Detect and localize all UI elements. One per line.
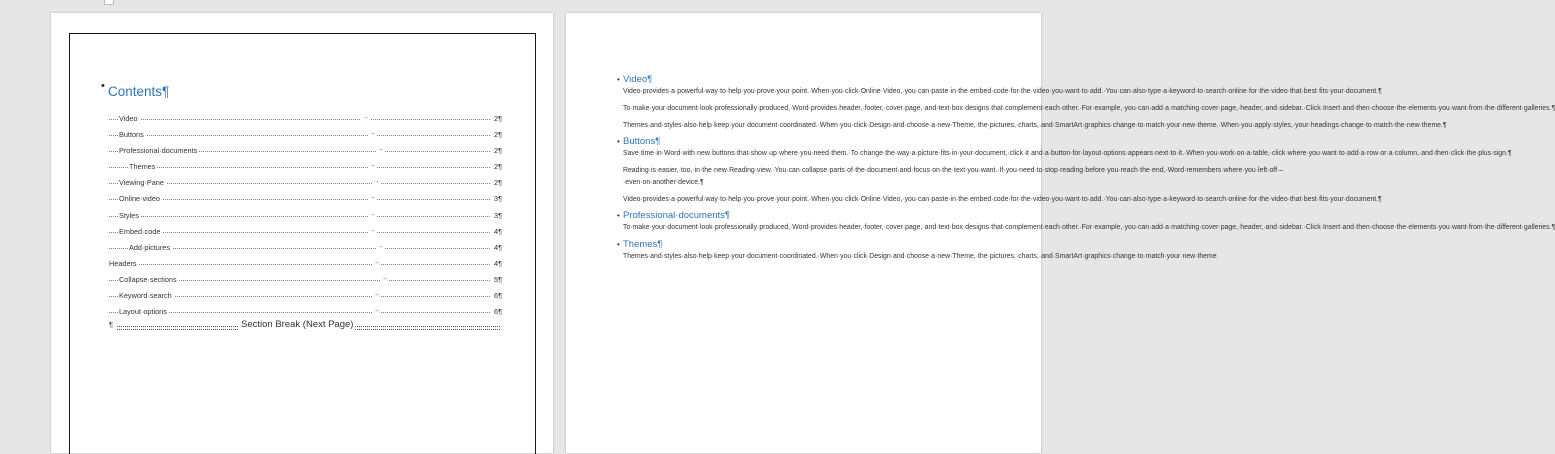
body-paragraph[interactable]: To·make·your·document·look·professionally·produced,·Word·provides·header,·footer,·cover·page,·and·text·box·designs·that·complement·each·other.·For·example,·you·can·add·a·matching·cover·page,·header,·and·sidebar.·Click·Insert·and·then·choose·the·elements·you·want·from·the·different·galleries.¶ xyxy=(623,224,1555,232)
section-break[interactable] xyxy=(109,320,500,334)
toc-entry[interactable] xyxy=(109,272,502,288)
heading-bullet: • xyxy=(617,137,620,147)
toc-entry-label: Themes xyxy=(129,159,157,175)
toc-entry-label: Video xyxy=(119,111,140,127)
toc-dot-leader xyxy=(109,119,490,120)
toc-entry-label: Buttons xyxy=(119,127,146,143)
tab-arrow-icon: → xyxy=(372,255,381,271)
toc-dot-leader xyxy=(109,199,490,200)
toc-entry-page-number: 4¶ xyxy=(493,256,502,272)
body-paragraph[interactable]: Save·time·in·Word·with·new·buttons·that·show·up·where·you·need·them.·To·change·the·way·a·picture·fits·in·your·document,·click·it·and·a·button·for·layout·options·appears·next·to·it.·When·you·work·on·a·table,·click·where·you·want·to·add·a·row·or·a·column,·and·then·click·the·plus·sign.¶ xyxy=(623,150,1512,158)
toc-entry[interactable] xyxy=(109,191,502,207)
ruler-indent-marker[interactable] xyxy=(104,0,114,5)
section-break-label: Section Break (Next Page) xyxy=(241,319,354,330)
toc-dot-leader xyxy=(109,264,490,265)
toc-entry-page-number: 2¶ xyxy=(493,127,502,143)
toc-entry-page-number: 4¶ xyxy=(493,224,502,240)
heading-bullet: • xyxy=(617,240,620,250)
section-break-pilcrow: ¶ xyxy=(109,320,114,329)
toc-entry-label: Embed·code xyxy=(119,224,162,240)
tab-arrow-icon: → xyxy=(368,207,377,223)
toc-dot-leader xyxy=(109,216,490,217)
toc-entry-page-number: 6¶ xyxy=(493,304,502,320)
section-heading[interactable] xyxy=(617,136,1025,148)
section-heading-text: Buttons¶ xyxy=(623,136,661,148)
tab-arrow-icon: → xyxy=(361,110,370,126)
tab-arrow-icon: → xyxy=(368,158,377,174)
toc-entry-page-number: 2¶ xyxy=(493,175,502,191)
toc-entry[interactable] xyxy=(109,111,502,127)
table-of-contents[interactable] xyxy=(109,111,502,320)
toc-entry-label: Layout·options xyxy=(119,304,169,320)
section-heading-text: Themes¶ xyxy=(623,239,663,251)
toc-heading[interactable] xyxy=(101,80,170,99)
body-paragraph[interactable]: Video·provides·a·powerful·way·to·help·you·prove·your·point.·When·you·click·Online·Video,·you·can·paste·in·the·embed·code·for·the·video·you·want·to·add.·You·can·also·type·a·keyword·to·search·online·for·the·video·that·best·fits·your·document.¶ xyxy=(623,195,1382,203)
toc-entry-page-number: 5¶ xyxy=(493,272,502,288)
toc-entry[interactable] xyxy=(109,208,502,224)
section-heading[interactable] xyxy=(617,74,1025,86)
toc-entry-page-number: 3¶ xyxy=(493,208,502,224)
toc-entry[interactable] xyxy=(109,256,502,272)
body-paragraph[interactable]: Reading·is·easier,·too,·in·the·new·Reading·view.·You·can·collapse·parts·of·the·document·and·focus·on·the·text·you·want.·If·you·need·to·stop·reading·before·you·reach·the·end,·Word·remembers·where·you·left·off·–·even·on·another·device.¶ xyxy=(623,167,1284,186)
toc-entry-page-number: 2¶ xyxy=(493,111,502,127)
toc-entry[interactable] xyxy=(109,304,502,320)
toc-entry-page-number: 2¶ xyxy=(493,159,502,175)
tab-arrow-icon: → xyxy=(368,223,377,239)
tab-arrow-icon: → xyxy=(376,142,385,158)
body-paragraph[interactable]: Themes·and·styles·also·help·keep·your·document·coordinated.·When·you·click·Design·and·choose·a·new·Theme,·the·pictures,·charts,·and·SmartArt·graphics·change·to·match·your·new·theme. xyxy=(623,253,1219,261)
body-paragraph[interactable]: Themes·and·styles·also·help·keep·your·document·coordinated.·When·you·click·Design·and·choose·a·new·Theme,·the·pictures,·charts,·and·SmartArt·graphics·change·to·match·your·new·theme.·When·you·apply·styles,·your·headings·change·to·match·the·new·theme.¶ xyxy=(623,121,1447,129)
toc-entry[interactable] xyxy=(109,143,502,159)
toc-entry-page-number: 2¶ xyxy=(493,143,502,159)
toc-entry[interactable] xyxy=(109,127,502,143)
toc-entry-label: Collapse·sections xyxy=(119,272,179,288)
toc-entry[interactable] xyxy=(109,175,502,191)
toc-entry-label: Online·video xyxy=(119,191,162,207)
section-heading-text: Video¶ xyxy=(623,74,653,85)
tab-arrow-icon: → xyxy=(372,174,381,190)
toc-entry-page-number: 6¶ xyxy=(493,288,502,304)
tab-arrow-icon: → xyxy=(380,271,389,287)
toc-dot-leader xyxy=(109,167,490,168)
toc-entry-page-number: 3¶ xyxy=(493,191,502,207)
section-heading-text: Professional·documents¶ xyxy=(623,210,731,222)
document-page-2 xyxy=(566,13,1555,453)
toc-title: Contents¶ xyxy=(108,84,170,99)
tab-arrow-icon: → xyxy=(368,126,377,142)
document-body[interactable] xyxy=(617,73,1555,268)
toc-entry-page-number: 4¶ xyxy=(493,240,502,256)
document-page-1 xyxy=(51,13,553,453)
toc-dot-leader xyxy=(109,135,490,136)
toc-dot-leader xyxy=(109,232,490,233)
tab-arrow-icon: → xyxy=(376,239,385,255)
heading-bullet: • xyxy=(617,211,620,221)
toc-entry[interactable] xyxy=(109,288,502,304)
toc-entry[interactable] xyxy=(109,159,502,175)
toc-entry-label: Viewing·Pane xyxy=(119,175,166,191)
heading-bullet: • xyxy=(617,75,620,84)
toc-entry[interactable] xyxy=(109,224,502,240)
tab-arrow-icon: → xyxy=(372,287,381,303)
paragraph-mark-bullet: • xyxy=(101,80,105,92)
toc-entry-label: Headers xyxy=(109,256,139,272)
body-paragraph[interactable]: To·make·your·document·look·professionally·produced,·Word·provides·header,·footer,·cover·page,·and·text·box·designs·that·complement·each·other.·For·example,·you·can·add·a·matching·cover·page,·header,·and·sidebar.·Click·Insert·and·then·choose·the·elements·you·want·from·the·different·galleries.¶ xyxy=(623,104,1555,112)
toc-entry-label: Professional·documents xyxy=(119,143,199,159)
toc-dot-leader xyxy=(109,183,490,184)
tab-arrow-icon: → xyxy=(372,303,381,319)
toc-entry-label: Styles xyxy=(119,208,141,224)
toc-entry-label: Keyword·search xyxy=(119,288,174,304)
tab-arrow-icon: → xyxy=(368,190,377,206)
toc-entry-label: Add·pictures xyxy=(129,240,172,256)
section-heading[interactable] xyxy=(617,239,1025,251)
section-heading[interactable] xyxy=(617,210,1025,222)
body-paragraph[interactable]: Video·provides·a·powerful·way·to·help·you·prove·your·point.·When·you·click·Online·Video,·you·can·paste·in·the·embed·code·for·the·video·you·want·to·add.·You·can·also·type·a·keyword·to·search·online·for·the·video·that·best·fits·your·document.¶ xyxy=(623,88,1382,95)
toc-entry[interactable] xyxy=(109,240,502,256)
